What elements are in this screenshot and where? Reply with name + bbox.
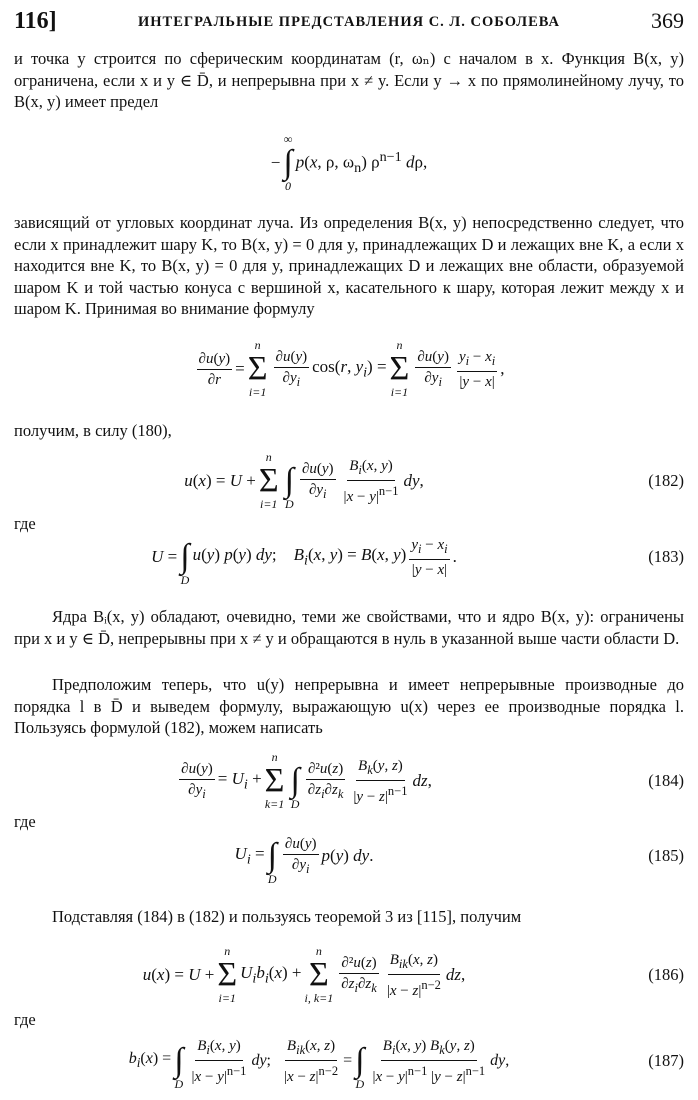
- equation-number: (183): [648, 547, 684, 566]
- section-number: 116]: [14, 8, 57, 34]
- equation-185: $U_i$ = ∫ D $\frac{\partial u(y)}{\partial y_i}$ p(y) dy. (185): [234, 835, 684, 886]
- paragraph-1: и точка y строится по сферическим координатам (r, ωₙ) с началом в x. Функция B(x, y) ограничена, если x и y ∈ D̄, и непрерывна при x ≠ y. Если y → x по прямолинейному лучу, то B(x, y) имеет предел: [14, 49, 684, 111]
- equation-number: (187): [648, 1051, 684, 1070]
- where-label: где: [14, 812, 36, 831]
- where-label: где: [14, 1010, 36, 1029]
- paragraph-5: Предположим теперь, что u(y) непрерывна и имеет непрерывные производные до порядка l в D̄ и выведем формулу, выражающую u(x) через ее производные порядка l. Пользуясь формулой (182), можем написать: [14, 675, 684, 737]
- equation-number: (186): [648, 965, 684, 984]
- paragraph-3: получим, в силу (180),: [14, 421, 172, 440]
- running-title: ИНТЕГРАЛЬНЫЕ ПРЕДСТАВЛЕНИЯ С. Л. СОБОЛЕВА: [137, 14, 560, 30]
- page-number: 369: [651, 8, 684, 33]
- equation-limit: − ∞ ∫ 0 p(x, ρ, $\omega_n$) $\rho^{n-1}$ dρ,: [270, 132, 428, 193]
- paragraph-4: Ядра Bᵢ(x, y) обладают, очевидно, теми же свойствами, что и ядро B(x, y): ограничены при x и y ∈ D̄, непрерывны при x ≠ y и обращаются в нуль в указанной выше части области D.: [14, 607, 684, 648]
- paragraph-6: Подставляя (184) в (182) и пользуясь теоремой 3 из [115], получим: [52, 907, 522, 926]
- equation-derivative: $\frac{\partial u(y)}{\partial r}$ = n Σ i=1 $\frac{\partial u(y)}{\partial y_i}$ cos(r, $y_i$) = n Σ i=1 $\frac{\partial u(y)}{\partial y_i}$ $\frac{y_i - x_i}{|y - x|}$ ,: [198, 338, 505, 399]
- equation-187: $b_i(x)$ = ∫ D $\frac{B_i(x, y)}{|x - y|^{n-1}}$ dy; $\frac{B_{ik}(x, z)}{|x - z|^{n-2}}$ = ∫ D $\frac{B_i(x, y) B_k(y, z)}{|x - y|^{n-1} |y - z|^{n-1}}$ dy, (187): [128, 1037, 684, 1091]
- equation-183: U = ∫ D u(y) p(y) dy; $B_i(x$, y) = B(x, y) $\frac{y_i - x_i}{|y - x|}$ . (183): [151, 536, 684, 587]
- equation-182: u(x) = U + n Σ i=1 ∫ D $\frac{\partial u(y)}{\partial y_i}$ $\frac{B_i(x, y)}{|x - y|^{n-1}}$ dy, (182): [184, 450, 684, 511]
- equation-number: (182): [648, 471, 684, 490]
- equation-184: $\frac{\partial u(y)}{\partial y_i}$ = $U_i$ + n Σ k=1 ∫ D $\frac{\text{∂²u(z)}}{\partial z_i\partial z_k}$ $\frac{B_k(y, z)}{|y - z|^{n-1}}$ dz, (184): [181, 750, 684, 811]
- equation-number: (185): [648, 846, 684, 865]
- where-label: где: [14, 514, 36, 533]
- equation-186: u(x) = U + n Σ i=1 $U_ib_i(x)$ + n Σ i, k=1 $\frac{\text{∂²u(z)}}{\partial z_i\partial z_k}$ $\frac{B_{ik}(x, z)}{|x - z|^{n-2}}$ dz, (186): [142, 944, 684, 1005]
- equation-number: (184): [648, 771, 684, 790]
- page-header: [14, 8, 684, 36]
- paragraph-2: зависящий от угловых координат луча. Из определения B(x, y) непосредственно следует, что если x принадлежит шару K, то B(x, y) = 0 для y, принадлежащих D и лежащих вне K, а если x находится вне K, то B(x, y) = 0 для y, принадлежащих D и лежащих вне области, образуемой шаром K и той частью конуса с вершиной x, касательного к шару, которая лежит между x и шаром K. Принимая во внимание формулу: [14, 213, 684, 318]
